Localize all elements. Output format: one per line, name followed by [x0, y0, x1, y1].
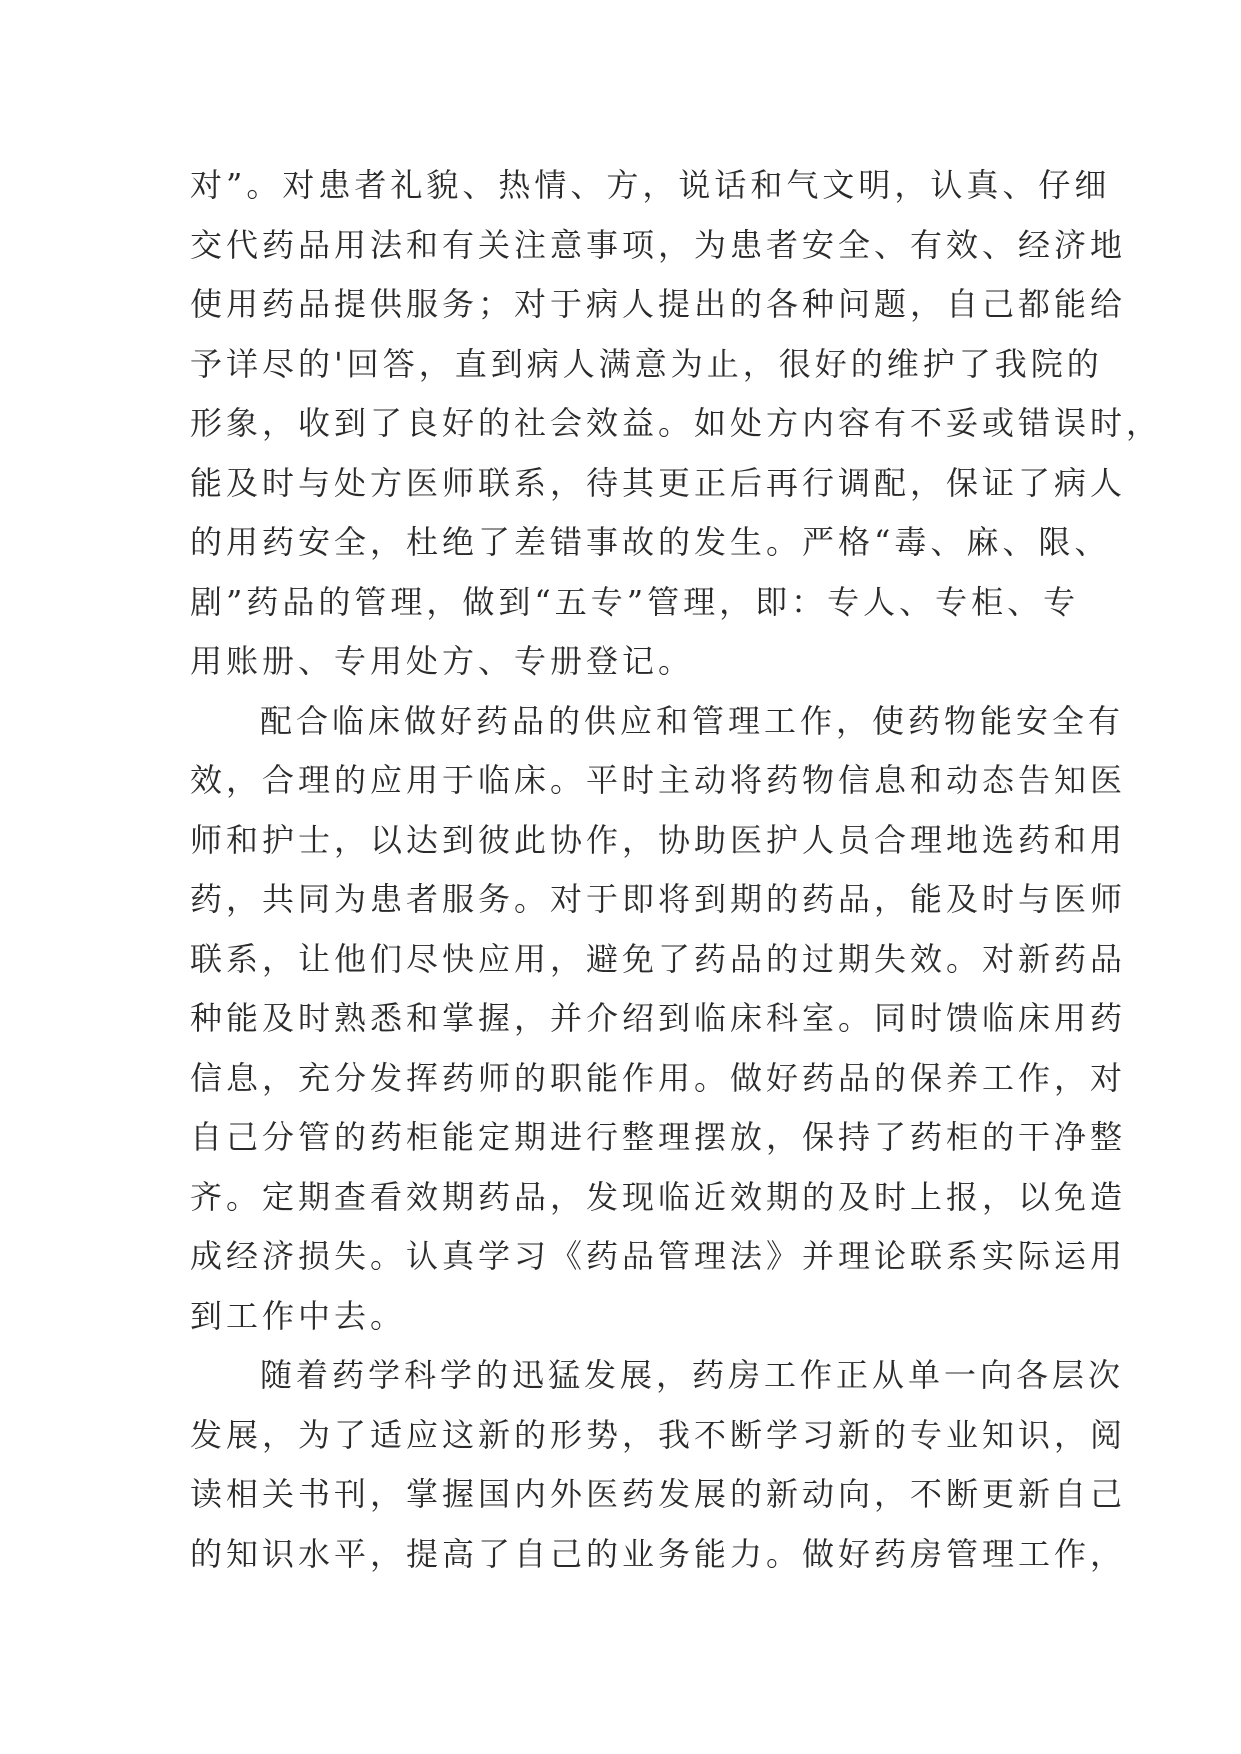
paragraph-3: [190, 1346, 1127, 1584]
text-line: 齐。定期查看效期药品，发现临近效期的及时上报，以免造: [190, 1177, 1127, 1216]
text-line: 效，合理的应用于临床。平时主动将药物信息和动态告知医: [190, 761, 1127, 799]
text-line: 成经济损失。认真学习《药品管理法》并理论联系实际运用: [190, 1237, 1127, 1275]
text-line: 的知识水平，提高了自己的业务能力。做好药房管理工作，: [190, 1534, 1127, 1573]
text-body: [190, 156, 1163, 1584]
text-line: 交代药品用法和有关注意事项，为患者安全、有效、经济地: [190, 225, 1127, 264]
text-line: 对”。对患者礼貌、热情、方，说话和气文明，认真、仔细: [190, 166, 1111, 204]
text-line: 药，共同为患者服务。对于即将到期的药品，能及时与医师: [190, 880, 1127, 918]
text-line: 形象，收到了良好的社会效益。如处方内容有不妥或错误时，: [190, 404, 1163, 442]
text-line: 师和护士，以达到彼此协作，协助医护人员合理地选药和用: [190, 820, 1127, 859]
text-line: 予详尽的'回答，直到病人满意为止，很好的维护了我院的: [190, 344, 1103, 383]
text-line-first: 随着药学科学的迅猛发展，药房工作正从单一向各层次: [260, 1356, 1125, 1394]
text-line: 的用药安全，杜绝了差错事故的发生。严格“毒、麻、限、: [190, 523, 1111, 561]
text-line: 发展，为了适应这新的形势，我不断学习新的专业知识，阅: [190, 1415, 1127, 1454]
text-line: 联系，让他们尽快应用，避免了药品的过期失效。对新药品: [190, 939, 1127, 978]
text-line: 使用药品提供服务；对于病人提出的各种问题，自己都能给: [190, 285, 1127, 323]
text-line-first: 配合临床做好药品的供应和管理工作，使药物能安全有: [260, 701, 1125, 740]
text-line: 种能及时熟悉和掌握，并介绍到临床科室。同时馈临床用药: [190, 999, 1127, 1037]
text-line: 用账册、专用处方、专册登记。: [190, 642, 695, 680]
text-line: 信息，充分发挥药师的职能作用。做好药品的保养工作，对: [190, 1058, 1127, 1097]
paragraph-2: [190, 692, 1127, 1347]
paragraph-1: [190, 156, 1163, 692]
text-line: 能及时与处方医师联系，待其更正后再行调配，保证了病人: [190, 463, 1127, 502]
text-line: 自己分管的药柜能定期进行整理摆放，保持了药柜的干净整: [190, 1118, 1127, 1156]
text-line: 到工作中去。: [190, 1296, 407, 1335]
text-line: 剧”药品的管理，做到“五专”管理，即：专人、专柜、专: [190, 582, 1080, 621]
text-line: 读相关书刊，掌握国内外医药发展的新动向，不断更新自己: [190, 1475, 1127, 1513]
